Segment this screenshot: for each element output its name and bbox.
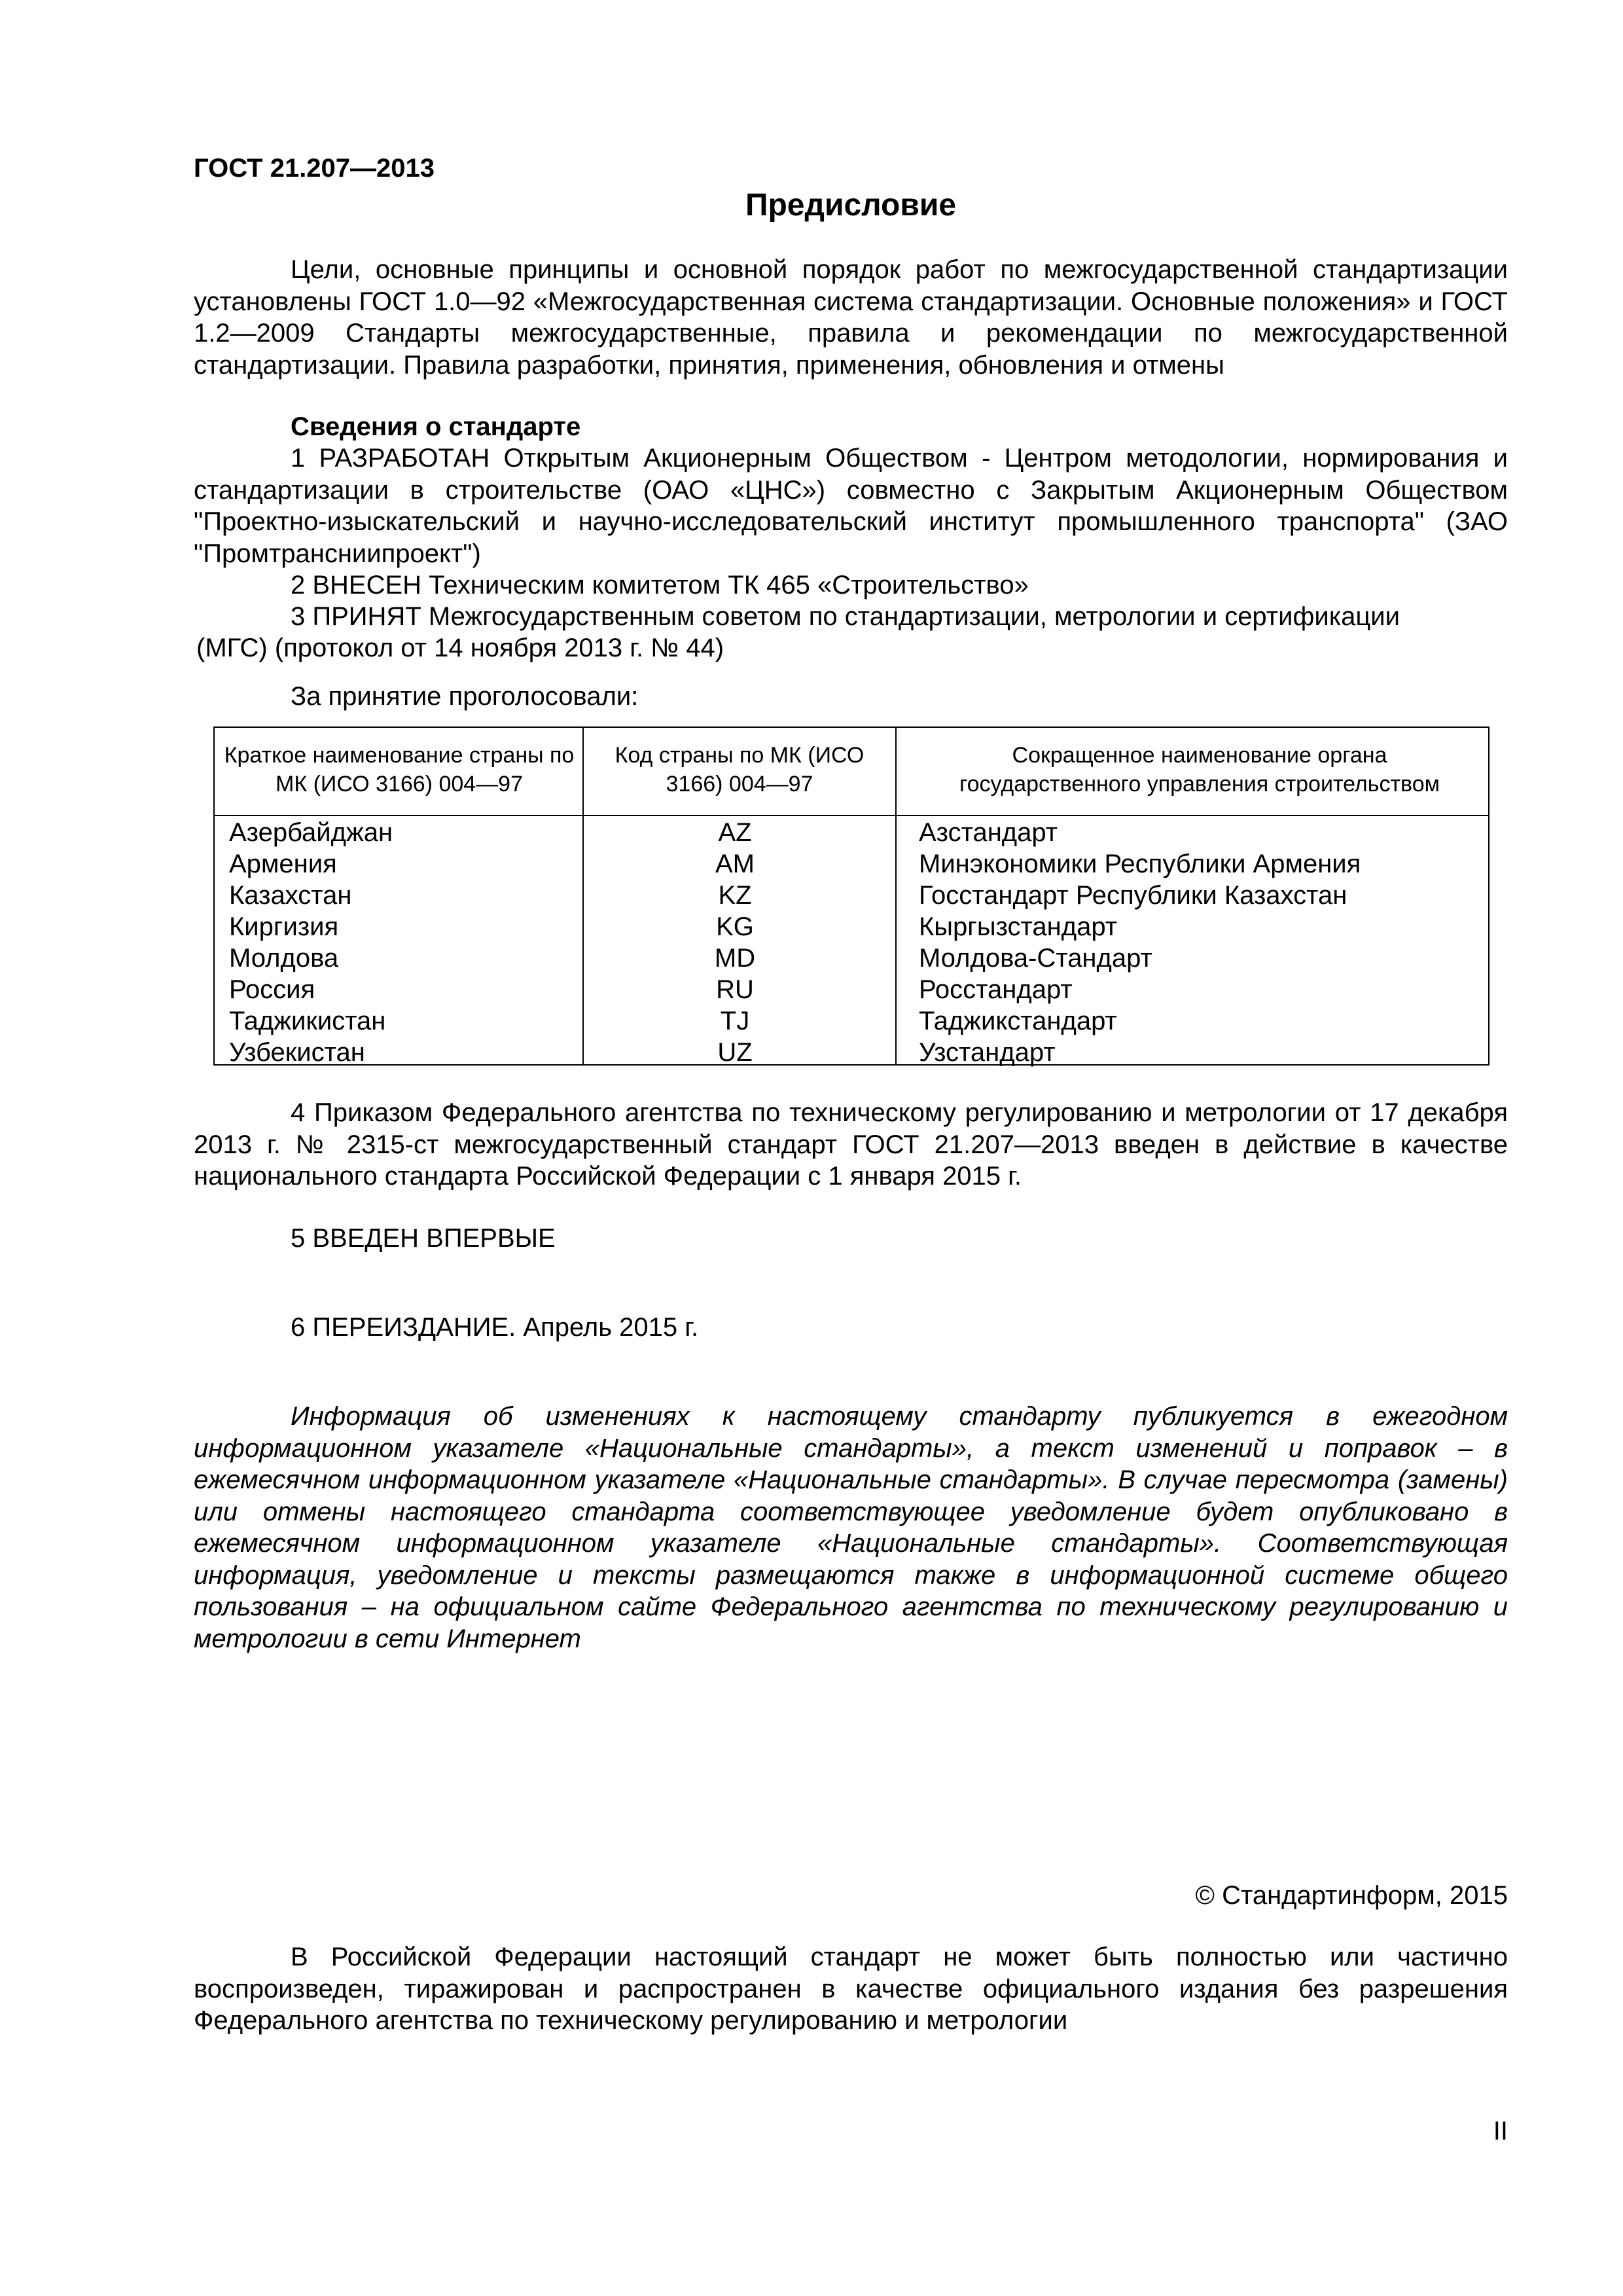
cell-code: AM (715, 850, 755, 878)
document-page (194, 0, 1508, 2296)
cell-body: Госстандарт Республики Казахстан (919, 881, 1347, 910)
table-header-body: Сокращенное наименование органа государственного управления строительством (959, 743, 1440, 797)
cell-country: Россия (229, 975, 315, 1004)
cell-country: Молдова (229, 944, 339, 973)
item-5-introduced: 5 ВВЕДЕН ВПЕРВЫЕ (291, 1224, 556, 1253)
cell-body: Кыргызстандарт (919, 912, 1118, 941)
cell-body: Узстандарт (919, 1038, 1056, 1067)
cell-code: KZ (718, 881, 752, 910)
copyright-notice: © Стандартинформ, 2015 (1195, 1881, 1508, 1910)
cell-body: Росстандарт (919, 975, 1073, 1004)
cell-code: MD (714, 944, 756, 973)
cell-country: Узбекистан (229, 1038, 365, 1067)
cell-country: Казахстан (229, 881, 352, 910)
table-header-code: Код страны по МК (ИСО 3166) 004—97 (615, 743, 865, 797)
standard-designation: ГОСТ 21.207—2013 (194, 154, 435, 183)
info-heading: Сведения о стандарте (291, 412, 581, 441)
changes-info-paragraph: Информация об изменениях к настоящему стандарту публикуется в ежегодном информационном указателе «Национальные стандарты», а текст изменений и поправок – в ежемесячном информационном указателе «Национальные стандарты». В случае пересмотра (замены) или отмены настоящего стандарта соответствующее уведомление будет опубликовано в ежемесячном информационном указателе «Национальные стандарты». Соответствующая информация, уведомление и тексты размещаются также в информационной системе общего пользования – на официальном сайте Федерального агентства по техническому регулированию и метрологии в сети Интернет (194, 1402, 1508, 1653)
cell-country: Таджикистан (229, 1007, 386, 1035)
cell-code: TJ (720, 1007, 750, 1035)
cell-country: Киргизия (229, 912, 339, 941)
item-3-adopted-line1: 3 ПРИНЯТ Межгосударственным советом по стандартизации, метрологии и сертификации (291, 602, 1400, 631)
cell-country: Азербайджан (229, 818, 393, 847)
item-4-enacted: 4 Приказом Федерального агентства по техническому регулированию и метрологии от 17 декабря 2013 г. № 2315-ст межгосударственный стандарт ГОСТ 21.207—2013 введен в действие в качестве национального стандарта Российской Федерации с 1 января 2015 г. (194, 1098, 1508, 1191)
cell-code: KG (716, 912, 754, 941)
voting-table (213, 726, 1489, 1066)
reproduction-notice: В Российской Федерации настоящий стандарт не может быть полностью или частично воспроизведен, тиражирован и распространен в качестве официального издания без разрешения Федерального агентства по техническому регулированию и метрологии (194, 1943, 1508, 2035)
voted-label: За принятие проголосовали: (291, 682, 639, 711)
item-3-adopted-line2: (МГС) (протокол от 14 ноября 2013 г. № 44) (196, 634, 724, 662)
intro-paragraph: Цели, основные принципы и основной порядок работ по межгосударственной стандартизации установлены ГОСТ 1.0—92 «Межгосударственная система стандартизации. Основные положения» и ГОСТ 1.2—2009 Стандарты межгосударственные, правила и рекомендации по межгосударственной стандартизации. Правила разработки, принятия, применения, обновления и отмены (194, 255, 1508, 380)
page-number: II (1493, 2117, 1508, 2145)
item-1-developed: 1 РАЗРАБОТАН Открытым Акционерным Обществом - Центром методологии, нормирования и стандартизации в строительстве (ОАО «ЦНС») совместно с Закрытым Акционерным Обществом "Проектно-изыскательский и научно-исследовательский институт промышленного транспорта" (ЗАО "Промтрансниипроект") (194, 444, 1508, 568)
cell-code: UZ (717, 1038, 753, 1067)
cell-body: Молдова-Стандарт (919, 944, 1152, 973)
table-header-divider (215, 815, 1488, 816)
cell-body: Таджикстандарт (919, 1007, 1117, 1035)
cell-code: RU (716, 975, 754, 1004)
item-2-submitted: 2 ВНЕСЕН Техническим комитетом ТК 465 «Строительство» (291, 571, 1029, 600)
item-6-reissue: 6 ПЕРЕИЗДАНИЕ. Апрель 2015 г. (291, 1313, 699, 1342)
cell-code: AZ (718, 818, 752, 847)
table-header-country: Краткое наименование страны по МК (ИСО 3166) 004—97 (224, 743, 575, 797)
cell-body: Минэкономики Республики Армения (919, 850, 1361, 878)
page-title: Предисловие (745, 188, 957, 223)
cell-country: Армения (229, 850, 337, 878)
cell-body: Азстандарт (919, 818, 1058, 847)
table-column-divider (895, 728, 897, 1064)
